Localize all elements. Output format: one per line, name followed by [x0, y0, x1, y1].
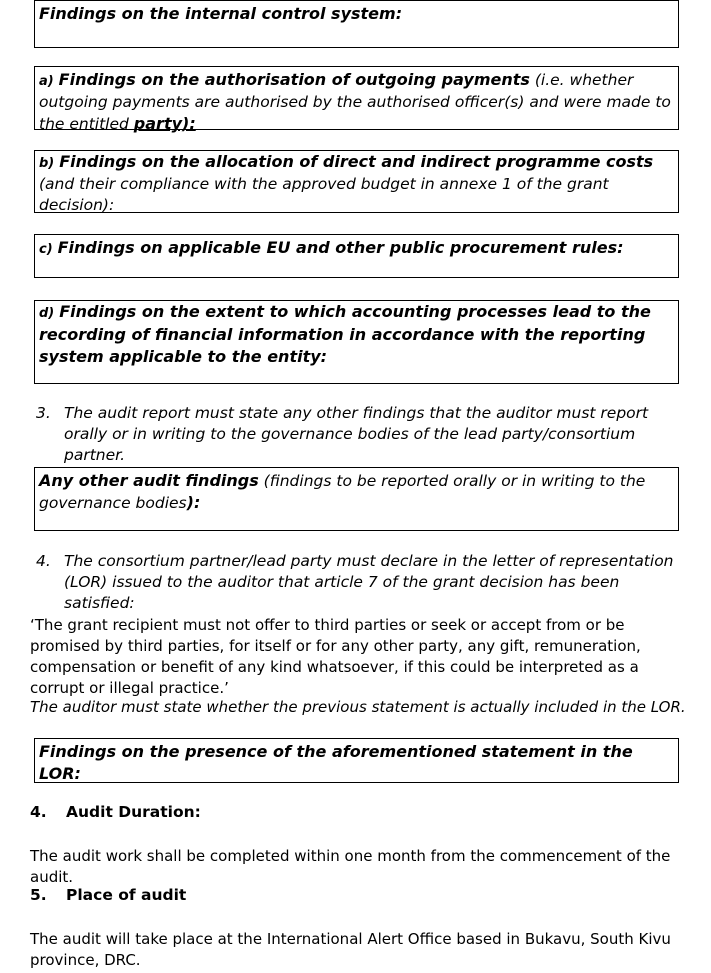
- item-letter-d: d): [39, 306, 55, 321]
- lor-findings-box: [34, 738, 679, 783]
- section-heading-place-of-audit: [30, 886, 186, 904]
- section-title: Place of audit: [66, 886, 187, 904]
- paragraph-number: 4.: [36, 552, 51, 570]
- section-number: 5.: [30, 886, 47, 904]
- allocation-findings-box: [34, 150, 679, 213]
- paragraph-text: The consortium partner/lead party must declare in the letter of representation (LOR) issued to the auditor that article 7 of the grant decision has been satisfied:: [64, 552, 674, 612]
- allocation-lead: Findings on the allocation of direct and indirect programme costs: [59, 152, 654, 171]
- other-findings-box: [34, 467, 679, 531]
- numbered-paragraph-4: [36, 551, 681, 614]
- authorisation-tail: party):: [133, 114, 196, 133]
- auditor-statement: The auditor must state whether the previous statement is actually included in the LOR.: [30, 698, 686, 716]
- authorisation-findings-box: [34, 66, 679, 133]
- paragraph-text: The audit report must state any other findings that the auditor must report orally or in writing to the governance bodies of the lead party/consortium partner.: [64, 404, 649, 464]
- internal-control-title: Findings on the internal control system:: [39, 4, 403, 23]
- procurement-findings-box: [34, 234, 679, 278]
- accounting-findings-box: [34, 300, 679, 384]
- audit-duration-text: The audit work shall be completed within one month from the commencement of the audit.: [30, 847, 671, 886]
- section-number: 4.: [30, 803, 47, 821]
- item-letter-c: c): [39, 242, 53, 257]
- item-letter-a: a): [39, 74, 54, 89]
- section-heading-audit-duration: [30, 803, 201, 821]
- anti-corruption-quote: ‘The grant recipient must not offer to third parties or seek or accept from or be promised by third parties, for itself or for any other party, any gift, remuneration, compensation or benefit of any kind whatsoever, if this could be interpreted as a corrupt or illegal practice.’: [30, 616, 641, 697]
- authorisation-lead: Findings on the authorisation of outgoing payments: [58, 70, 530, 89]
- other-findings-lead: Any other audit findings: [39, 471, 259, 490]
- paragraph-number: 3.: [36, 404, 51, 422]
- procurement-lead: Findings on applicable EU and other public procurement rules:: [57, 238, 624, 257]
- other-findings-body: (findings to be reported orally or in writing to the governance bodies: [39, 472, 646, 512]
- item-letter-b: b): [39, 156, 55, 171]
- allocation-body: (and their compliance with the approved budget in annexe 1 of the grant decision):: [39, 175, 609, 214]
- section-title: Audit Duration:: [66, 803, 201, 821]
- other-findings-tail: ):: [186, 493, 201, 512]
- internal-control-findings-box: [34, 0, 679, 48]
- numbered-paragraph-3: [36, 403, 681, 466]
- authorisation-body: (i.e. whether outgoing payments are authorised by the authorised officer(s) and were made to the entitled: [39, 71, 671, 133]
- lor-findings-title: Findings on the presence of the aforementioned statement in the LOR:: [39, 742, 633, 783]
- accounting-lead: Findings on the extent to which accounting processes lead to the recording of financial information in accordance with the reporting system applicable to the entity:: [39, 302, 651, 366]
- place-of-audit-text: The audit will take place at the International Alert Office based in Bukavu, South Kivu province, DRC.: [30, 930, 671, 969]
